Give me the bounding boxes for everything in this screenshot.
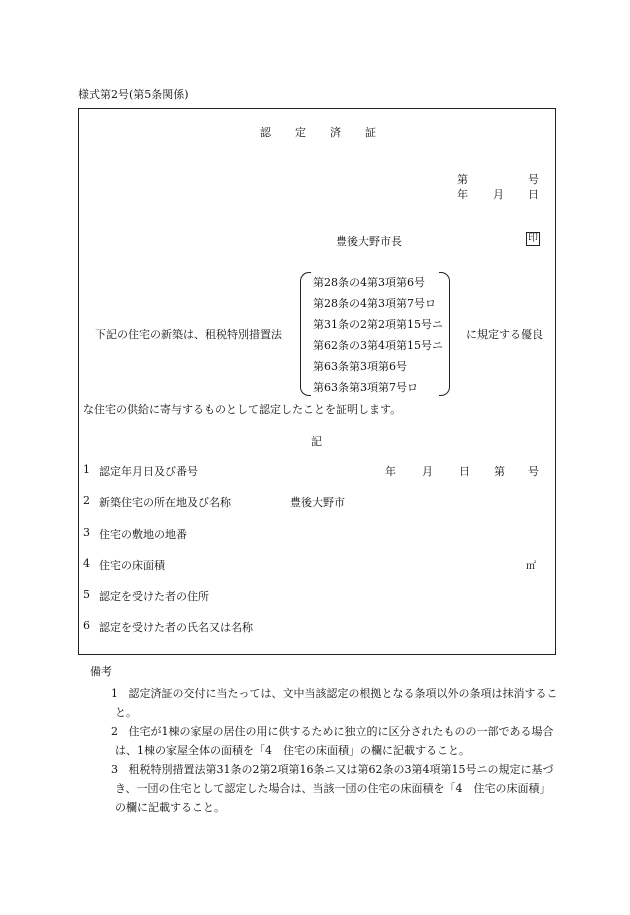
item-number: 4 [83,557,90,570]
statement-continue: な住宅の供給に寄与するものとして認定したことを証明します。 [83,403,402,416]
item-day: 日 [459,465,470,478]
statement-before: 下記の住宅の新築は、租税特別措置法 [95,328,282,341]
item-value: 豊後大野市 [290,496,345,509]
remark-note [95,722,560,760]
article-item: 第63条第3項第7号ロ [313,381,418,394]
item-year: 年 [385,465,396,478]
date-day: 日 [528,188,539,201]
item-number: 6 [83,619,90,632]
number-prefix: 第 [457,173,468,186]
item-label: 認定年月日及び番号 [99,465,198,478]
article-item: 第63条第3項第6号 [313,360,407,373]
left-brace [300,272,311,396]
item-month: 月 [422,465,433,478]
item-no-suffix: 号 [528,465,539,478]
remark-number: 1 [111,687,118,700]
item-unit: ㎡ [526,561,536,572]
remarks-heading: 備考 [90,665,112,678]
item-label: 認定を受けた者の住所 [99,590,209,603]
statement-after: に規定する優良 [466,328,543,341]
item-no-prefix: 第 [494,465,505,478]
date-month: 月 [493,188,504,201]
item-label: 認定を受けた者の氏名又は名称 [99,621,253,634]
remark-number: 3 [111,763,118,776]
title-char: 定 [295,126,306,139]
remark-note [95,684,560,722]
date-year: 年 [457,188,468,201]
item-number: 1 [83,463,90,476]
remark-note [95,760,560,817]
ki-heading: 記 [311,435,322,448]
item-number: 3 [83,526,90,539]
title-char: 済 [330,126,341,139]
number-suffix: 号 [528,173,539,186]
seal-stamp: 印 [528,233,538,244]
item-label: 住宅の床面積 [99,559,165,572]
item-label: 住宅の敷地の地番 [99,528,187,541]
item-number: 2 [83,494,90,507]
remark-number: 2 [111,725,118,738]
issuer-name: 豊後大野市長 [336,235,402,248]
remark-text: 住宅が1棟の家屋の居住の用に供するために独立的に区分されたものの一部である場合は、1棟の家屋全体の面積を「4 住宅の床面積」の欄に記載すること。 [115,725,554,757]
remark-text: 認定済証の交付に当たっては、文中当該認定の根拠となる条項以外の条項は抹消すること。 [115,687,558,719]
item-label: 新築住宅の所在地及び名称 [99,496,231,509]
item-number: 5 [83,588,90,601]
remark-text: 租税特別措置法第31条の2第2項第16条ニ又は第62条の3第4項第15号ニの規定に基づき、一団の住宅として認定した場合は、当該一団の住宅の床面積を「4 住宅の床面積」の欄に記載すること。 [115,763,554,814]
article-item: 第62条の3第4項第15号ニ [313,339,443,352]
article-item: 第28条の4第3項第7号ロ [313,297,436,310]
title-char: 認 [260,126,271,139]
form-label: 様式第2号(第5条関係) [78,88,189,101]
right-brace [439,272,450,396]
title-char: 証 [365,126,376,139]
article-item: 第31条の2第2項第15号ニ [313,318,443,331]
article-item: 第28条の4第3項第6号 [313,276,425,289]
